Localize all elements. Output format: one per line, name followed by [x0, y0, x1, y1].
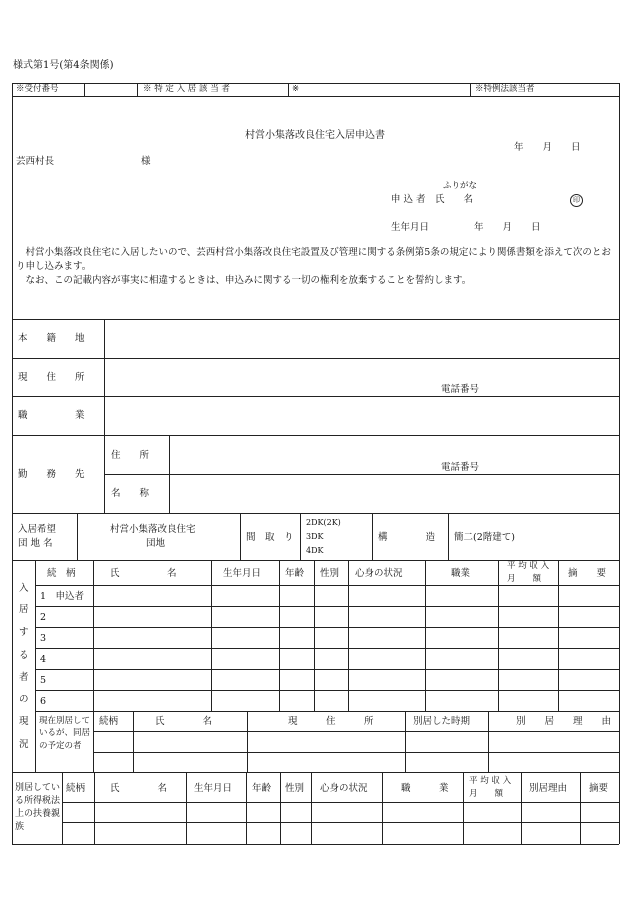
- col-income-2: 月 額: [507, 574, 542, 584]
- dep-col-reason: 別居理由: [529, 783, 568, 794]
- separated-label: 現在別居しているが、同居の予定の者: [39, 716, 91, 751]
- workplace-address-label: 住 所: [111, 450, 150, 461]
- madori-option-2: 3DK: [306, 532, 324, 541]
- dep-col-birth: 生年月日: [194, 783, 233, 794]
- col-remarks: 摘 要: [568, 568, 607, 579]
- col-sex: 性別: [320, 568, 340, 579]
- resident-row-1: 1 申込者: [40, 591, 85, 602]
- col-income-1: 平 均 収 入: [507, 561, 550, 571]
- residents-side-label-5: 者: [19, 672, 29, 683]
- madori-label: 間 取 り: [246, 532, 294, 543]
- resident-row-3: 3: [40, 633, 47, 644]
- dep-col-income-2: 月 額: [469, 789, 504, 799]
- special-ordinance-label: ※特例法該当者: [475, 84, 535, 94]
- separated-col-relation: 続柄: [99, 716, 119, 727]
- separated-col-address: 現 住 所: [288, 716, 374, 727]
- honorific: 様: [141, 156, 151, 167]
- honseki-label: 本 籍 地: [18, 333, 85, 344]
- dep-col-relation: 続柄: [66, 783, 86, 794]
- special-applicant-label: ※ 特 定 入 居 該 当 者: [143, 84, 230, 94]
- dep-col-remarks: 摘要: [589, 783, 609, 794]
- residents-side-label-2: 居: [19, 604, 29, 615]
- form-number: 様式第1号(第4条関係): [13, 60, 114, 71]
- workplace-name-label: 名 称: [111, 488, 150, 499]
- application-statement: 村営小集落改良住宅に入居したいので、芸西村営小集落改良住宅設置及び管理に関する条例第5条の規定により関係書類を添えて次のとおり申し込みます。: [16, 247, 611, 272]
- col-name: 氏 名: [110, 568, 177, 579]
- structure-label: 構 造: [378, 532, 436, 543]
- dep-col-name: 氏 名: [110, 783, 168, 794]
- workplace-phone-label: 電話番号: [441, 462, 480, 473]
- separated-col-name: 氏 名: [155, 716, 213, 727]
- col-relation: 続 柄: [47, 568, 76, 579]
- resident-row-2: 2: [40, 612, 47, 623]
- col-job: 職業: [451, 568, 471, 579]
- residents-side-label-1: 入: [19, 583, 29, 594]
- dep-col-job: 職 業: [401, 783, 449, 794]
- dependents-label: 別居している所得税法上の扶養親族: [15, 783, 61, 833]
- residents-side-label-7: 現: [19, 716, 29, 727]
- desired-estate-value-2: 団地: [146, 538, 166, 549]
- workplace-label: 勤 務 先: [18, 469, 85, 480]
- residents-side-label-6: の: [19, 694, 29, 705]
- separated-col-reason: 別 居 理 由: [516, 716, 612, 727]
- residents-side-label-4: る: [19, 650, 29, 661]
- form-title: 村営小集落改良住宅入居申込書: [245, 130, 385, 141]
- resident-row-5: 5: [40, 675, 47, 686]
- madori-option-3: 4DK: [306, 546, 324, 555]
- birth-date-ymd: 年 月 日: [474, 222, 541, 233]
- furigana-label: ふりがな: [443, 181, 478, 191]
- desired-estate-label-1: 入居希望: [18, 524, 57, 535]
- resident-row-4: 4: [40, 654, 47, 665]
- dep-col-age: 年齢: [252, 783, 272, 794]
- residents-side-label-3: す: [19, 627, 29, 638]
- col-health: 心身の状況: [355, 568, 403, 579]
- application-date: 年 月 日: [514, 142, 581, 153]
- madori-option-1: 2DK(2K): [306, 518, 341, 527]
- occupation-label: 職 業: [18, 410, 85, 421]
- dep-col-sex: 性別: [285, 783, 305, 794]
- seal-mark: 印: [570, 194, 583, 207]
- col-birth: 生年月日: [223, 568, 262, 579]
- birth-date-label: 生年月日: [391, 222, 430, 233]
- desired-estate-label-2: 団 地 名: [18, 538, 53, 549]
- separated-col-since: 別居した時期: [413, 716, 471, 727]
- residents-side-label-8: 況: [19, 739, 29, 750]
- reception-number-label: ※受付番号: [16, 84, 59, 94]
- structure-value: 簡二(2階建て): [454, 532, 515, 543]
- dep-col-income-1: 平 均 収 入: [469, 776, 512, 786]
- col-age: 年齢: [285, 568, 305, 579]
- address-label: 現 住 所: [18, 372, 85, 383]
- oath-statement: なお、この記載内容が事実に相違するときは、申込みに関する一切の権利を放棄することを誓約します。: [25, 275, 472, 286]
- addressee: 芸西村長: [16, 156, 55, 167]
- desired-estate-value-1: 村営小集落改良住宅: [110, 524, 196, 535]
- address-phone-label: 電話番号: [441, 384, 480, 395]
- applicant-name-label: 申 込 者 氏 名: [391, 194, 474, 205]
- resident-row-6: 6: [40, 696, 47, 707]
- special-mark: ※: [292, 84, 300, 94]
- dep-col-health: 心身の状況: [320, 783, 368, 794]
